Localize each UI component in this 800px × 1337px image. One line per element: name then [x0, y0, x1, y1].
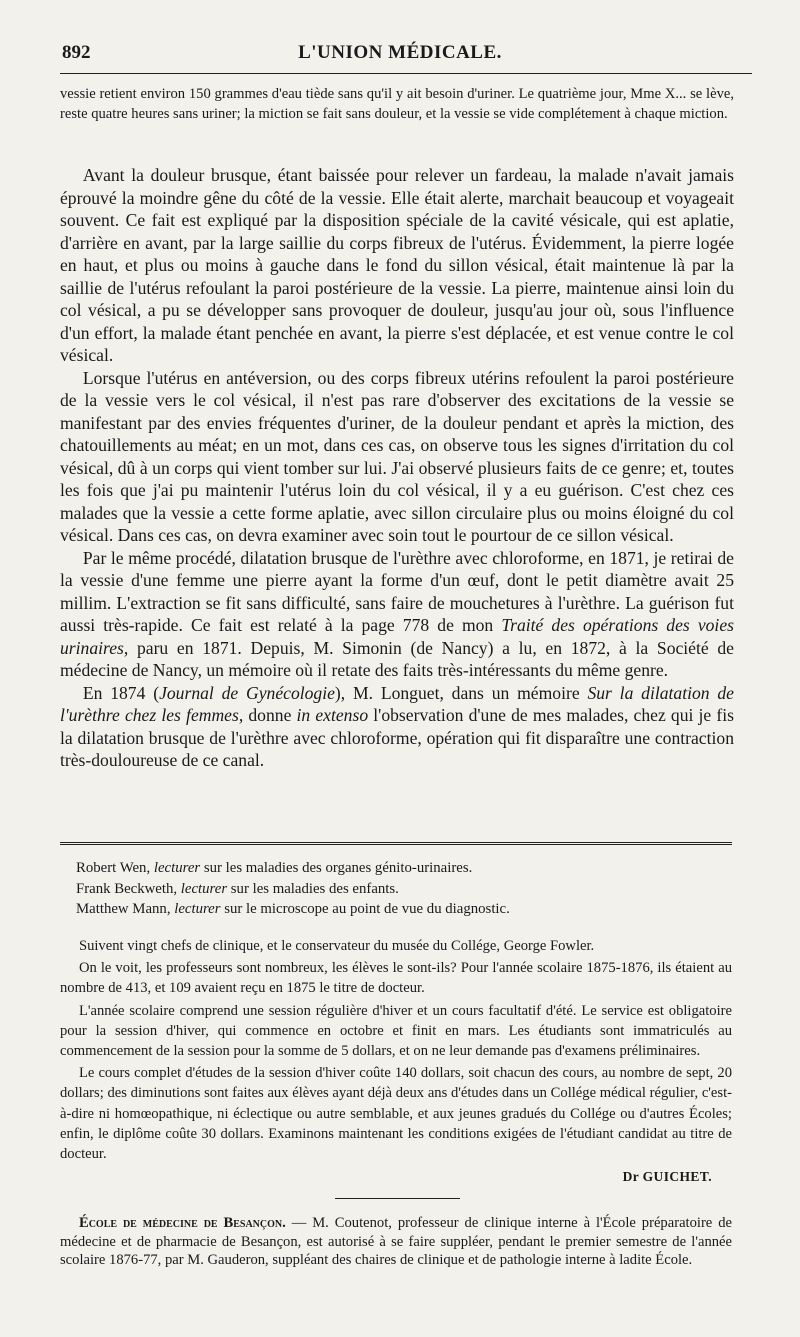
note-paragraph: Suivent vingt chefs de clinique, et le conservateur du musée du Collége, George Fowler.: [78, 938, 595, 954]
college-notes: [60, 936, 732, 1166]
staff-name: Frank Beckweth,: [76, 880, 181, 897]
intro-text: vessie retient environ 150 grammes d'eau tiède sans qu'il y ait besoin d'uriner. Le quatrième jour, Mme X... se lève, reste quatre heures sans uriner; la miction se fait sans douleur, et la vessie se vide complétement à chaque miction.: [60, 86, 734, 122]
staff-subject: sur les maladies des organes génito-urinaires.: [200, 860, 473, 876]
header-rule: [60, 73, 752, 74]
staff-name: Matthew Mann,: [76, 901, 175, 917]
paragraph-3-text-a: Par le même procédé, dilatation brusque de l'urèthre avec chloroforme, en 1871, je retirai de la vessie d'une femme une pierre ayant la forme d'un œuf, dont le petit diamètre avait 25 millim. L'extraction se fit sans difficulté, sans faire de mouchetures à l'urèthre. La guérison fut aussi très-rapide. Ce fait est relaté à la page 778 de mon: [60, 547, 734, 635]
memoir-title: Sur la dilatation de l'urèthre chez les femmes: [60, 682, 734, 725]
news-heading: École de médecine de Besançon.: [78, 1215, 286, 1231]
paragraph-4-text-c: , donne: [238, 705, 297, 725]
section-separator: [60, 842, 732, 847]
news-item: [60, 1214, 732, 1270]
news-text: — M. Coutenot, professeur de clinique interne à l'École préparatoire de médecine et de pharmacie de Besançon, est autorisé à se faire suppléer, pendant le premier semestre de l'année scolaire 1876-77, par M. Gauderon, suppléant des chaires de clinique et de pathologie interne à ladite École.: [60, 1215, 732, 1269]
main-article: [60, 164, 734, 772]
intro-paragraph: [60, 84, 734, 124]
paragraph-3-text-b: , paru en 1871. Depuis, M. Simonin (de Nancy) a lu, en 1872, à la Société de médecine de Nancy, un mémoire où il retate des faits très-intéressants du même genre.: [60, 637, 734, 680]
staff-role: lecturer: [153, 860, 201, 876]
note-paragraph: Le cours complet d'études de la session d'hiver coûte 140 dollars, soit chacun des cours, au nombre de sept, 20 dollars; des diminutions sont faites aux élèves ayant déjà deux ans d'études dans un Collége médical régulier, c'est-à-dire ni homœopathique, ni éclectique ou autre semblable, et aux jeunes gradués du Collége ou d'autres Écoles; enfin, le diplôme coûte 30 dollars. Examinons maintenant les conditions exigées de l'étudiant candidat au titre de docteur.: [60, 1065, 732, 1163]
article-paragraph-2: Lorsque l'utérus en antéversion, ou des corps fibreux utérins refoulent la paroi postérieure de la vessie vers le col vésical, il n'est pas rare d'observer des excitations de la vessie se manifestant par des envies fréquentes d'uriner, de la douleur pendant et après la miction, des chatouillements au méat; en un mot, dans ces cas, on observe tous les signes d'irritation du col vésical, dû à un corps qui vient tomber sur lui. J'ai observé plusieurs faits de ce genre; et, toutes les fois que j'ai pu maintenir l'utérus loin du col vésical, il y a eu guérison. C'est chez ces malades que la vessie a cette forme aplatie, avec sillon circulaire plus ou moins éloigné du col vésical. Dans ces cas, on devra examiner avec soin tout le pourtour de ce sillon vésical.: [60, 367, 734, 545]
article-paragraph-4: [60, 682, 734, 772]
short-separator: [335, 1198, 460, 1199]
journal-title: Journal de Gynécologie: [159, 682, 335, 703]
book-title: Traité des opérations des voies urinaires: [60, 615, 734, 658]
author-signature: Dr GUICHET.: [622, 1169, 712, 1184]
staff-role: lecturer: [174, 901, 221, 917]
page-header: [62, 42, 738, 72]
staff-role: lecturer: [180, 880, 228, 897]
article-paragraph-1: Avant la douleur brusque, étant baissée pour relever un fardeau, la malade n'avait jamais éprouvé la moindre gêne du côté de la vessie. Elle était alerte, marchait beaucoup et voyageait souvent. Ce fait est expliqué par la disposition spéciale de la cavité vésicale, qui est aplatie, d'arrière en avant, par la large saillie du corps fibreux de l'utérus. Évidemment, la pierre logée en haut, et plus ou moins à gauche dans le fond du sillon vésical, était maintenue là par la saillie de l'utérus refoulant la paroi postérieure de la vessie. La pierre, maintenue ainsi loin du col vésical, a pu se développer sans provoquer de douleur, jusqu'au jour où, sous l'influence d'un effort, la malade étant penchée en avant, la pierre s'est déplacée, et est venue contre le col vésical.: [60, 165, 734, 365]
article-paragraph-3: [60, 547, 734, 682]
paragraph-4-text-d: l'observation d'une de mes malades, chez qui je fis la dilatation brusque de l'urèthre avec chloroforme, opération qui fit disparaître une contraction très-douloureuse de ce canal.: [60, 705, 734, 770]
staff-line: [76, 899, 732, 920]
staff-line: [76, 879, 732, 900]
running-title: L'UNION MÉDICALE.: [298, 42, 502, 63]
staff-name: Robert Wen,: [76, 860, 154, 876]
paragraph-4-text-a: En 1874 (: [82, 682, 160, 703]
page-number: 892: [62, 42, 91, 63]
note-paragraph: L'année scolaire comprend une session régulière d'hiver et un cours facultatif d'été. Le service est obligatoire pour la session d'hiver, qui commence en octobre et finit en mars. Les étudiants sont immatriculés au commencement de la session pour la somme de 5 dollars, et on ne leur demande pas d'examens préliminaires.: [60, 1002, 732, 1060]
news-paragraph: [60, 1214, 732, 1270]
staff-subject: sur les maladies des enfants.: [227, 880, 399, 897]
latin-phrase: in extenso: [296, 705, 369, 725]
staff-subject: sur le microscope au point de vue du diagnostic.: [220, 901, 510, 917]
staff-list: [76, 858, 732, 920]
paragraph-4-text-b: ), M. Longuet, dans un mémoire: [334, 682, 588, 703]
staff-line: [76, 858, 732, 879]
note-paragraph: On le voit, les professeurs sont nombreux, les élèves le sont-ils? Pour l'année scolaire 1875-1876, ils étaient au nombre de 413, et 109 avaient reçu en 1875 le titre de docteur.: [60, 960, 732, 997]
